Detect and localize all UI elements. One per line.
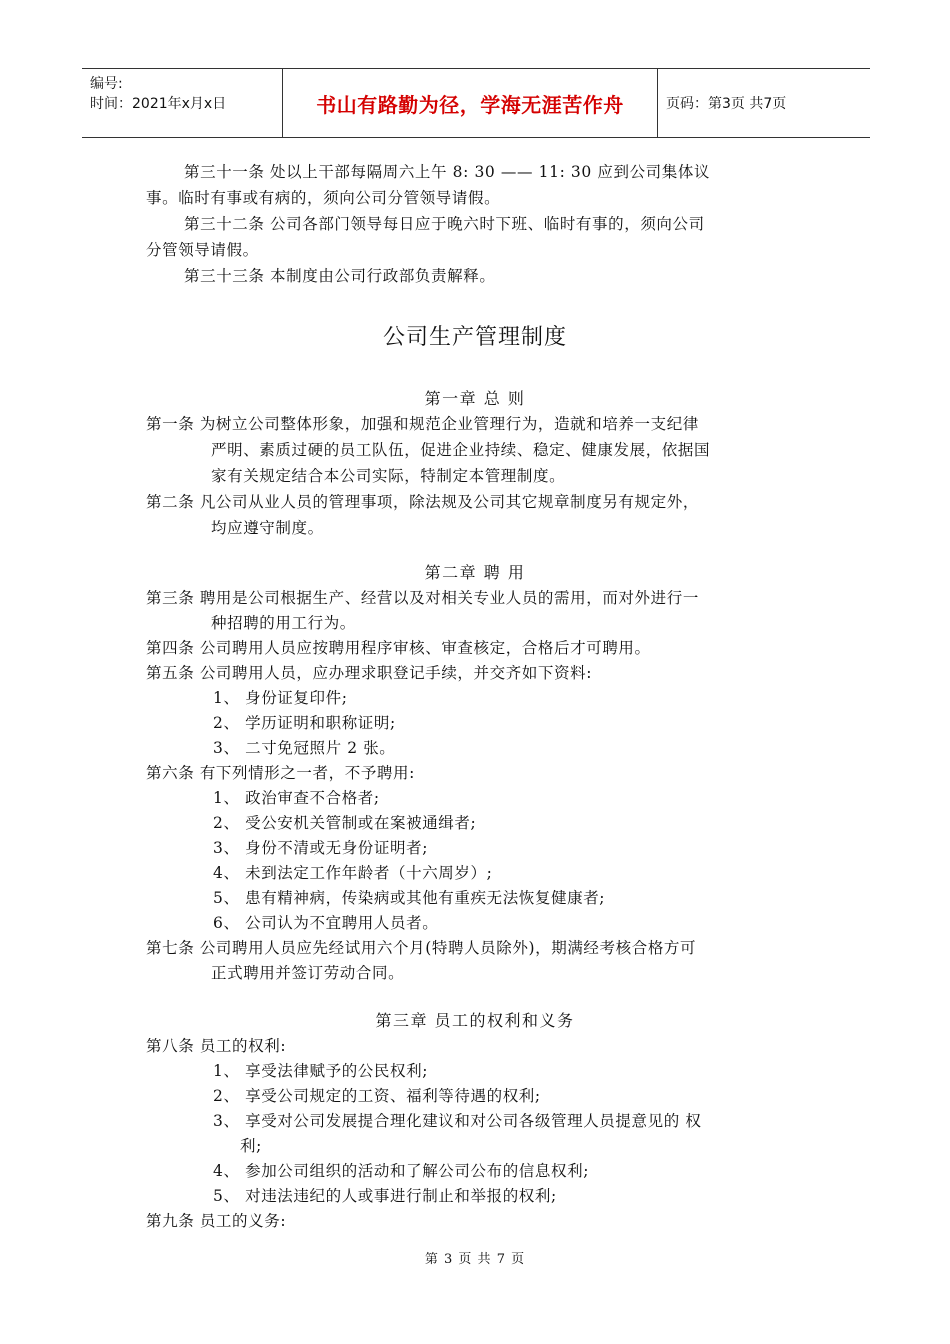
article-line: 第二条 凡公司从业人员的管理事项，除法规及公司其它规章制度另有规定外， [146,493,699,511]
list-item: 6、 公司认为不宜聘用人员者。 [213,914,439,932]
article-line: 家有关规定结合本公司实际，特制定本管理制度。 [211,467,566,485]
list-item: 2、 享受公司规定的工资、福利等待遇的权利; [213,1087,541,1105]
list-item: 利; [240,1137,262,1155]
article-line: 种招聘的用工行为。 [211,614,356,632]
list-item: 3、 身份不清或无身份证明者; [213,839,429,857]
body-line: 第三十三条 本制度由公司行政部负责解释。 [184,267,496,285]
chapter-heading: 第二章 聘 用 [424,563,526,582]
header-page-label: 页码：第3页 共7页 [666,96,787,112]
list-item: 4、 参加公司组织的活动和了解公司公布的信息权利; [213,1162,590,1180]
header-page-cell [658,69,870,137]
header-motto: 书山有路勤为径，学海无涯苦作舟 [316,92,624,117]
body-line: 第三十一条 处以上干部每隔周六上午 8: 30 —— 11: 30 应到公司集体议 [184,163,711,181]
header-motto-cell [283,69,658,137]
article-line: 严明、素质过硬的员工队伍，促进企业持续、稳定、健康发展，依据国 [211,441,711,459]
article-line: 第四条 公司聘用人员应按聘用程序审核、审查核定，合格后才可聘用。 [146,639,651,657]
page-footer: 第 3 页 共 7 页 [424,1252,526,1267]
article-line: 第六条 有下列情形之一者，不予聘用: [146,764,415,782]
body-line: 事。临时有事或有病的，须向公司分管领导请假。 [146,189,501,207]
list-item: 1、 政治审查不合格者; [213,789,380,807]
document-title: 公司生产管理制度 [382,325,567,350]
list-item: 3、 二寸免冠照片 2 张。 [213,739,396,757]
list-item: 2、 受公安机关管制或在案被通缉者; [213,814,477,832]
list-item: 5、 患有精神病，传染病或其他有重疾无法恢复健康者; [213,889,606,907]
chapter-heading: 第一章 总 则 [424,389,526,408]
article-line: 第七条 公司聘用人员应先经试用六个月(特聘人员除外)，期满经考核合格方可 [146,939,697,957]
article-line: 第五条 公司聘用人员，应办理求职登记手续，并交齐如下资料: [146,664,593,682]
list-item: 2、 学历证明和职称证明; [213,714,396,732]
list-item: 4、 未到法定工作年龄者（十六周岁）; [213,864,493,882]
article-line: 第九条 员工的义务: [146,1212,287,1230]
list-item: 5、 对违法违纪的人或事进行制止和举报的权利; [213,1187,557,1205]
list-item: 1、 身份证复印件; [213,689,348,707]
article-line: 第三条 聘用是公司根据生产、经营以及对相关专业人员的需用，而对外进行一 [146,589,699,607]
chapter-heading: 第三章 员工的权利和义务 [375,1011,575,1030]
header-table [82,68,870,138]
document-code-label: 编号: [90,76,123,92]
article-line: 第八条 员工的权利: [146,1037,287,1055]
body-line: 分管领导请假。 [146,241,259,259]
list-item: 3、 享受对公司发展提合理化建议和对公司各级管理人员提意见的 权 [213,1112,702,1130]
article-line: 均应遵守制度。 [211,519,324,537]
list-item: 1、 享受法律赋予的公民权利; [213,1062,429,1080]
body-line: 第三十二条 公司各部门领导每日应于晚六时下班、临时有事的，须向公司 [184,215,705,233]
article-line: 正式聘用并签订劳动合同。 [211,964,405,982]
document-time-label: 时间：2021年x月x日 [90,96,227,112]
header-meta-cell [82,69,283,137]
article-line: 第一条 为树立公司整体形象，加强和规范企业管理行为，造就和培养一支纪律 [146,415,699,433]
